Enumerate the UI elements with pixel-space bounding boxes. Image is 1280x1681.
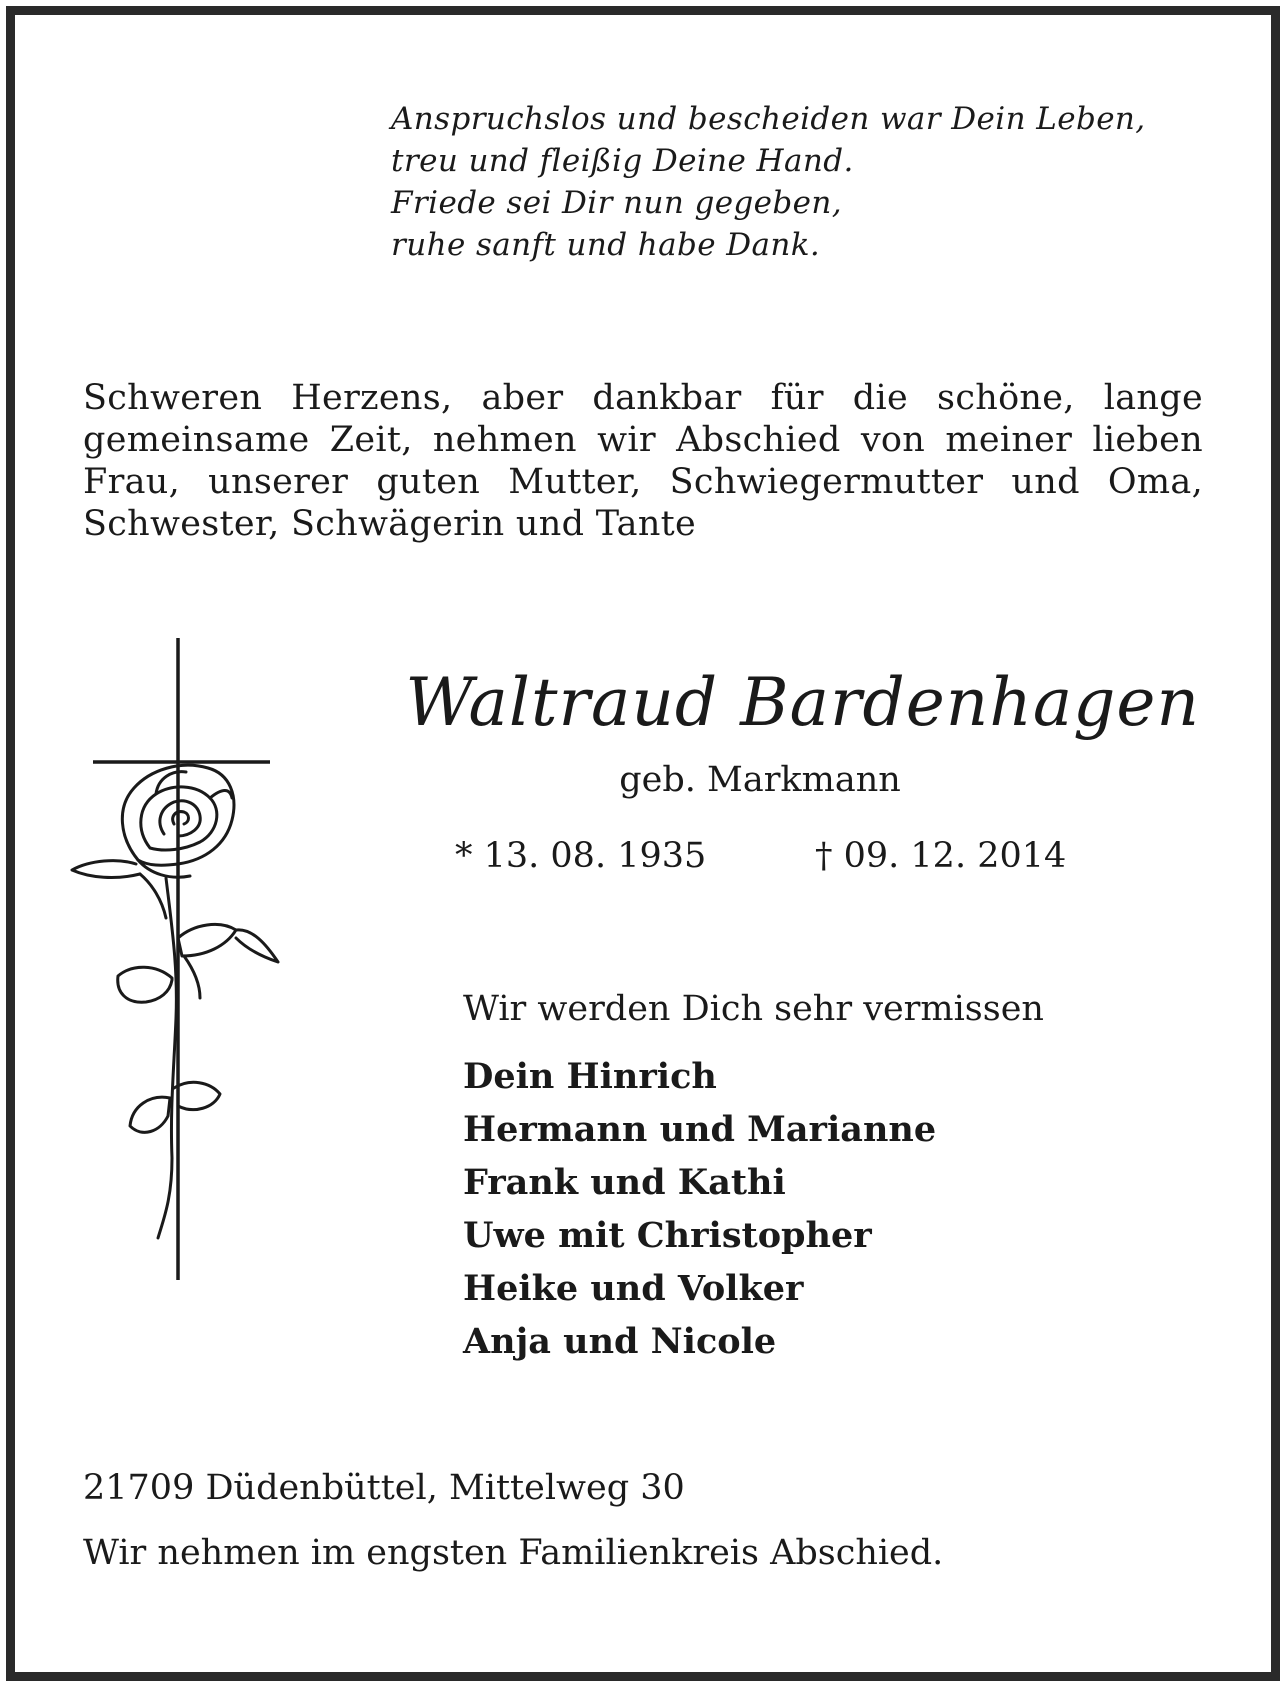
intro-text: Schweren Herzens, aber dankbar für die schöne, lange gemeinsame Zeit, nehmen wir Abschied von meiner lieben Frau, unserer guten Mutter, Schwiegermutter und Oma, Schwester, Schwägerin und Tante	[83, 378, 1203, 544]
family-member: Frank und Kathi	[463, 1162, 786, 1203]
family-member: Hermann und Marianne	[463, 1109, 937, 1150]
farewell-note: Wir nehmen im engsten Familienkreis Abschied.	[83, 1533, 944, 1573]
deceased-name: Waltraud Bardenhagen	[405, 664, 1200, 741]
death-date: † 09. 12. 2014	[815, 836, 1067, 876]
family-member: Heike und Volker	[463, 1268, 804, 1309]
family-member: Dein Hinrich	[463, 1056, 717, 1097]
motto-poem	[391, 98, 1146, 266]
motto-line: Anspruchslos und bescheiden war Dein Leben,	[391, 101, 1146, 137]
family-member: Anja und Nicole	[463, 1321, 777, 1362]
motto-line: treu und fleißig Deine Hand.	[391, 143, 854, 179]
family-list	[463, 1050, 936, 1368]
address: 21709 Düdenbüttel, Mittelweg 30	[83, 1468, 685, 1508]
birth-name: geb. Markmann	[619, 760, 901, 800]
family-member: Uwe mit Christopher	[463, 1215, 872, 1256]
motto-line: ruhe sanft und habe Dank.	[391, 227, 821, 263]
closing-line: Wir werden Dich sehr vermissen	[463, 989, 1044, 1029]
birth-date: * 13. 08. 1935	[455, 836, 707, 876]
cross-rose-icon	[60, 638, 300, 1283]
rose-icon	[72, 765, 278, 1238]
motto-line: Friede sei Dir nun gegeben,	[391, 185, 843, 221]
cross-icon	[93, 638, 270, 1280]
